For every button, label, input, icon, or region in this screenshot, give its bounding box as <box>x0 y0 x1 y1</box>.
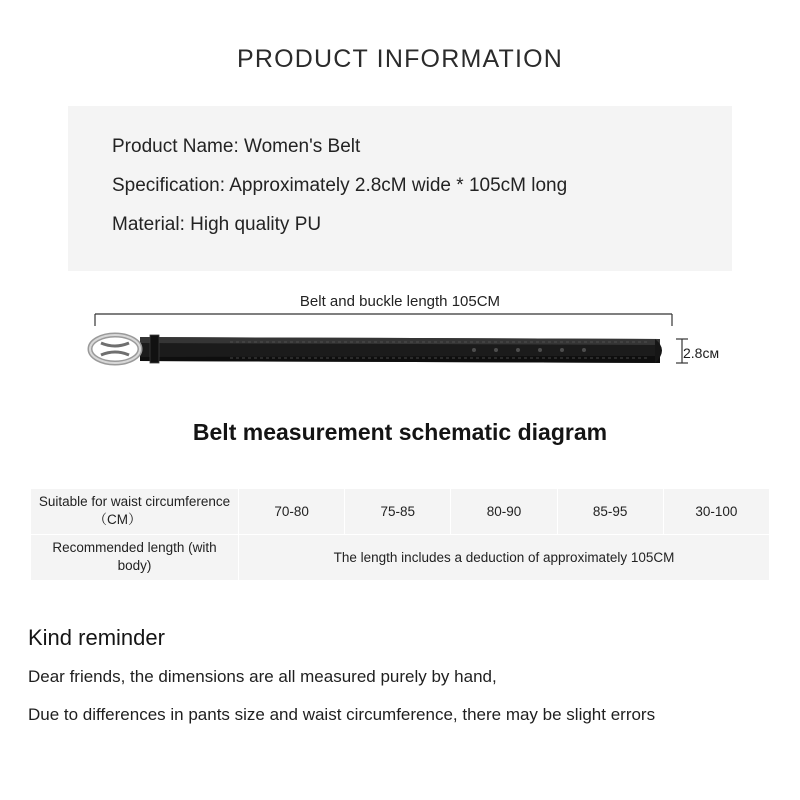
waist-value-5: 30-100 <box>663 488 769 534</box>
belt-width-label: 2.8cм <box>683 344 720 361</box>
schematic-title: Belt measurement schematic diagram <box>192 418 608 445</box>
table-row <box>31 534 770 580</box>
belt-diagram <box>0 293 800 413</box>
recommended-length-label: Recommended length (with body) <box>31 534 239 580</box>
belt-illustration <box>0 311 800 411</box>
size-table <box>30 488 770 581</box>
reminder-line-2: Due to differences in pants size and waist circumference, there may be slight errors <box>28 705 656 725</box>
product-name-line: Product Name: Women's Belt <box>112 136 361 157</box>
page-title: PRODUCT INFORMATION <box>236 45 564 73</box>
waist-circumference-label-main: Suitable for waist circumference <box>38 493 231 509</box>
product-info-panel <box>68 106 732 271</box>
kind-reminder-section <box>28 625 772 726</box>
waist-circumference-label-unit: （CM） <box>93 512 142 528</box>
waist-value-3: 80-90 <box>451 488 557 534</box>
waist-value-4: 85-95 <box>557 488 663 534</box>
belt-length-caption: Belt and buckle length 105CM <box>299 292 501 310</box>
size-table-wrap <box>30 488 770 581</box>
recommended-length-note: The length includes a deduction of approximately 105CM <box>239 534 770 580</box>
reminder-title: Kind reminder <box>28 624 165 650</box>
material-line: Material: High quality PU <box>112 213 322 235</box>
table-row <box>31 488 770 534</box>
waist-value-2: 75-85 <box>345 488 451 534</box>
waist-circumference-label <box>31 488 239 534</box>
waist-value-1: 70-80 <box>239 488 345 534</box>
specification-line: Specification: Approximately 2.8cM wide * 105cM long <box>112 174 568 196</box>
reminder-line-1: Dear friends, the dimensions are all measured purely by hand, <box>28 666 497 686</box>
